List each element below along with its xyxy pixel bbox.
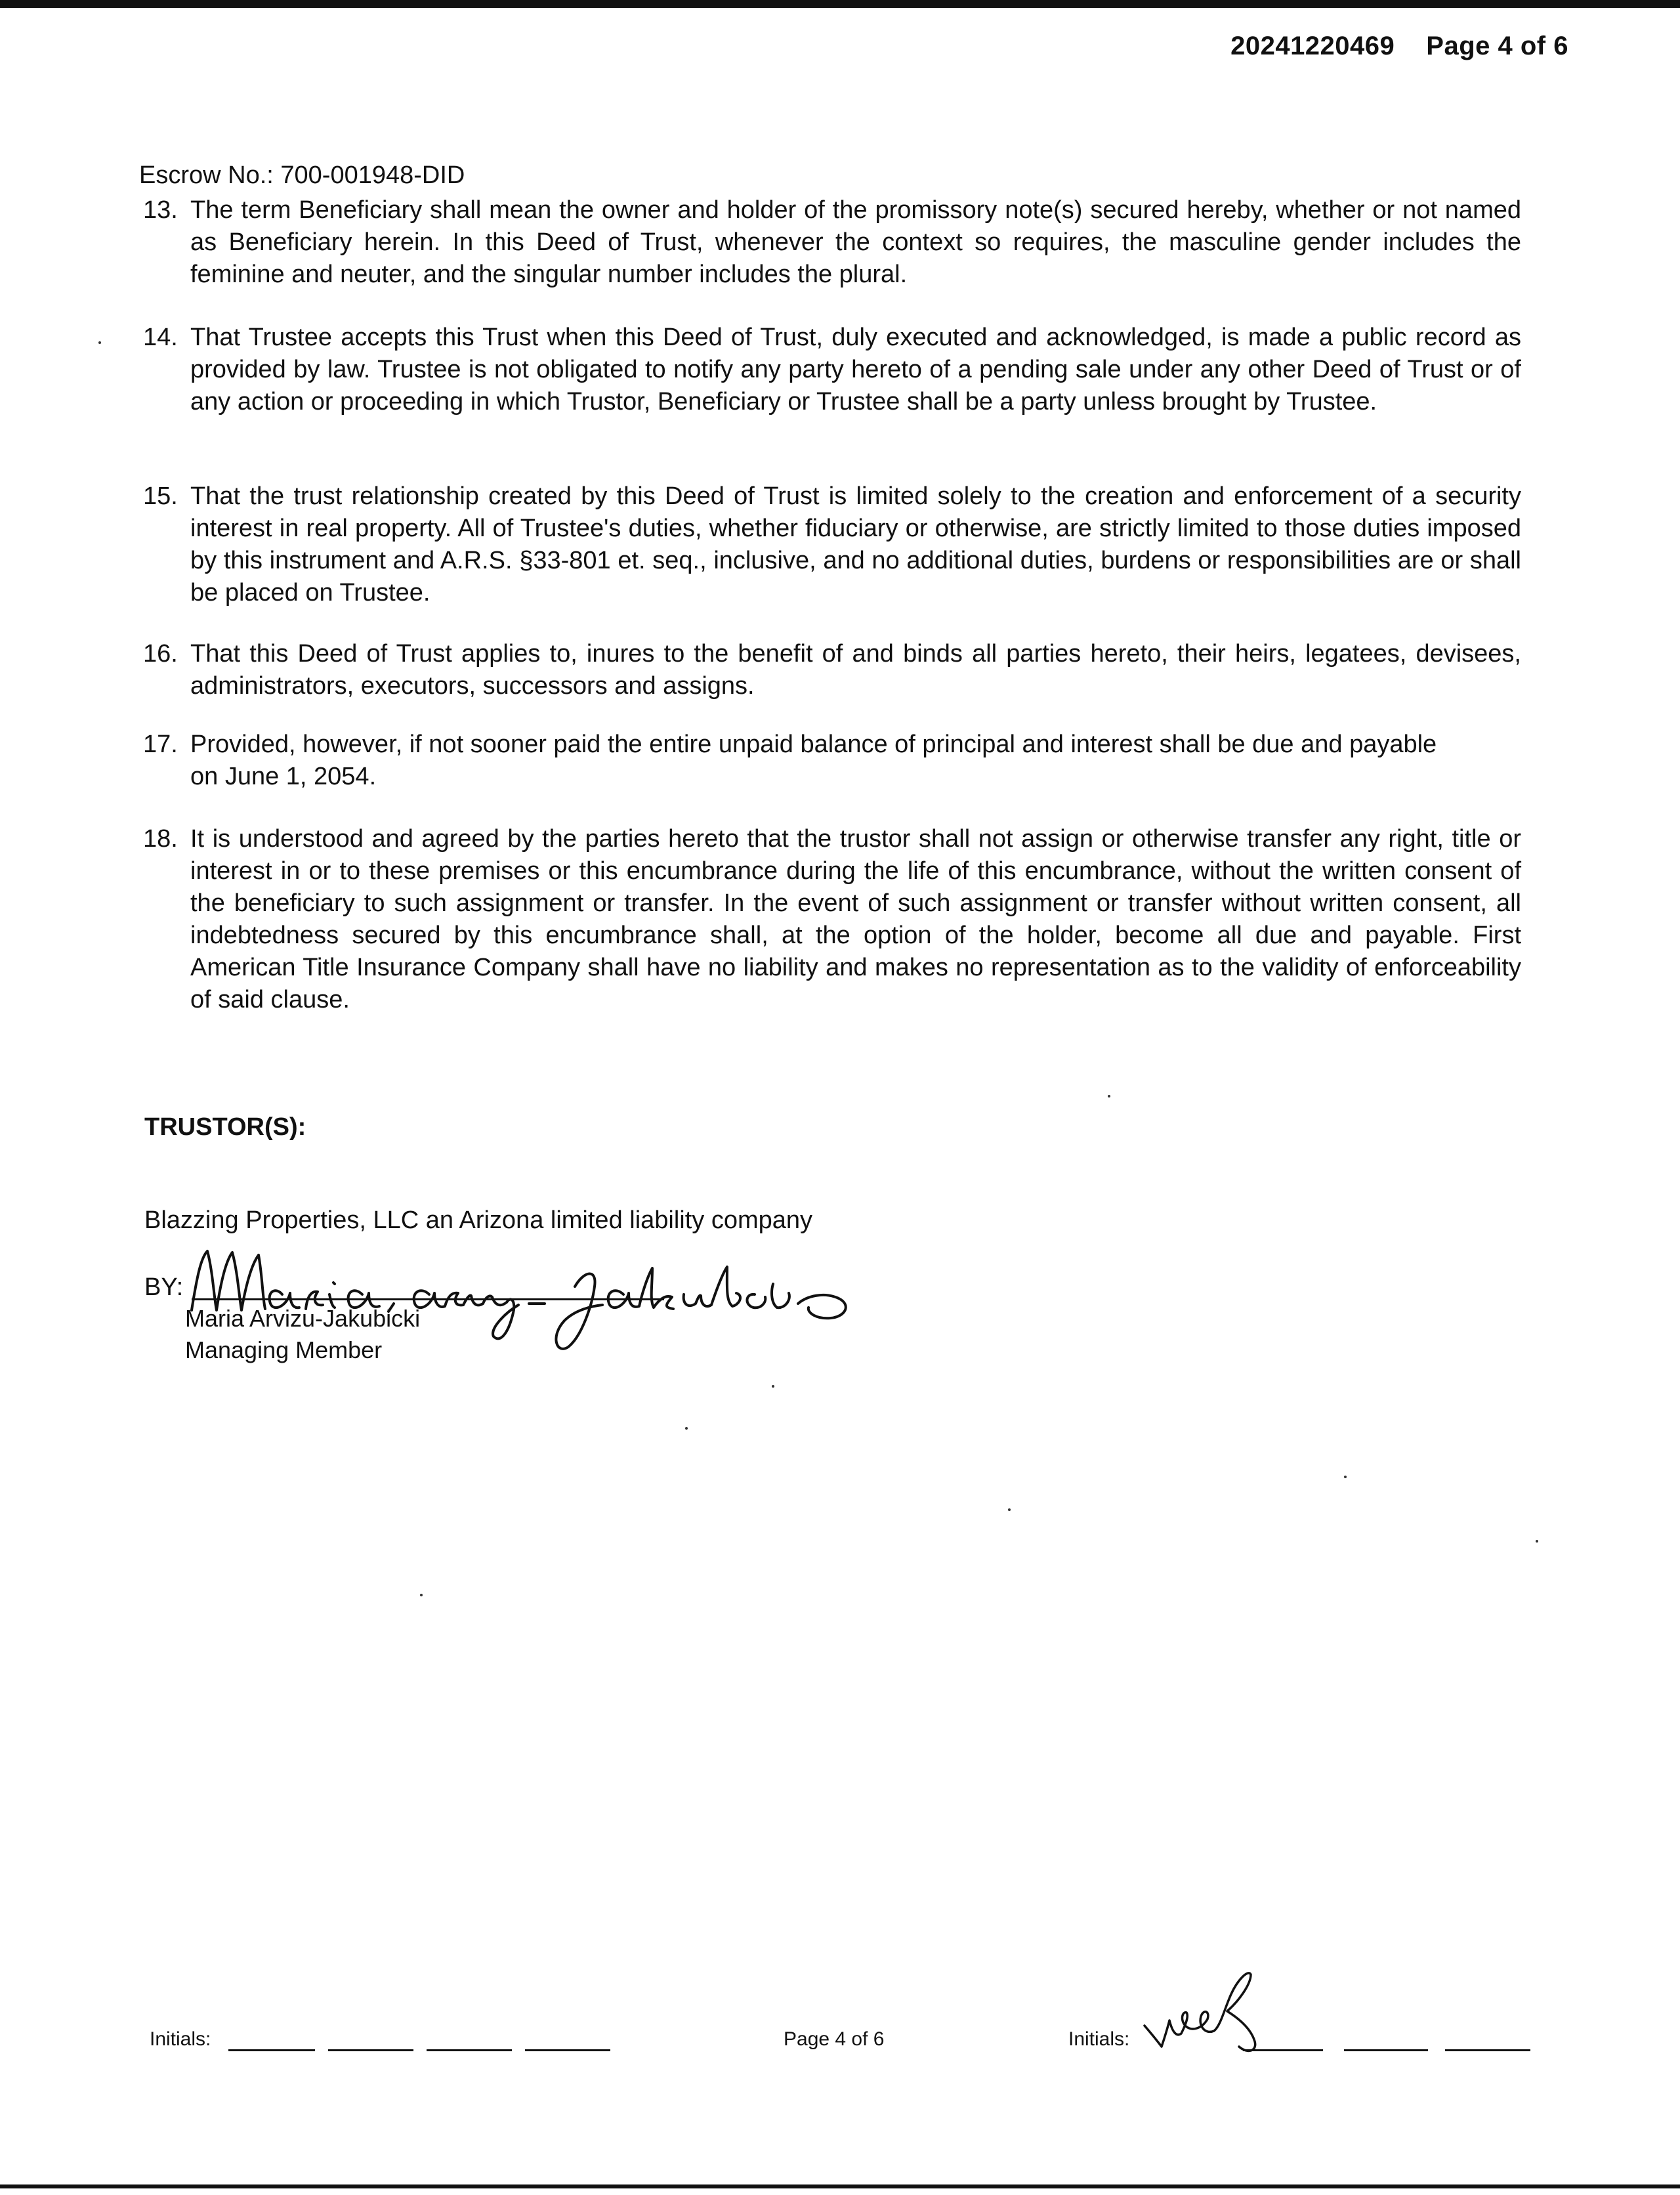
paragraph-14 [143,322,1521,418]
scan-speck [685,1427,688,1430]
paragraph-text: The term Beneficiary shall mean the owner and holder of the promissory note(s) secured hereby, whether or not named as Beneficiary herein. In this Deed of Trust, whenever the context so requires, the masculine gender includes the feminine and neuter, and the singular number includes the plural. [190,196,1521,288]
document-number: 20241220469 [1230,32,1395,60]
paragraph-text: That this Deed of Trust applies to, inures to the benefit of and binds all parties hereto, their heirs, legatees, devisees, administrators, executors, successors and assigns. [190,640,1521,700]
paragraph-18 [143,823,1521,1016]
top-scan-border [0,0,1680,8]
header-page-label: Page 4 of 6 [1426,32,1568,60]
trustor-company: Blazzing Properties, LLC an Arizona limited liability company [144,1206,813,1234]
initials-blank [427,2049,512,2051]
paragraph-text: That Trustee accepts this Trust when this Deed of Trust, duly executed and acknowledged, is made a public record as provided by law. Trustee is not obligated to notify any party hereto of a pending sale under any other Deed of Trust or of any action or proceeding in which Trustor, Beneficiary or Trustee shall be a party unless brought by Trustee. [190,324,1521,416]
trustor-heading: TRUSTOR(S): [144,1113,306,1141]
footer-page-number: Page 4 of 6 [784,2028,885,2050]
scan-speck [98,341,101,344]
paragraph-13 [143,194,1521,291]
scan-speck [1108,1095,1110,1098]
handwritten-initials [1139,1963,1270,2061]
paragraph-15 [143,480,1521,609]
signer-name: Maria Arvizu-Jakubicki [185,1305,421,1332]
scan-speck [1536,1540,1538,1543]
bottom-scan-border [0,2184,1680,2188]
scan-speck [772,1385,774,1388]
initials-blank [1445,2049,1530,2051]
page-header [1230,32,1568,61]
initials-label-left: Initials: [150,2028,211,2050]
paragraph-number: 18. [143,825,178,853]
paragraph-17 [143,729,1521,793]
scan-speck [420,1594,423,1596]
paragraph-text: Provided, however, if not sooner paid the entire unpaid balance of principal and interest shall be due and payable on June 1, 2054. [190,731,1437,790]
initials-label-right: Initials: [1068,2028,1130,2050]
initials-blank [328,2049,413,2051]
by-label: BY: [144,1273,184,1301]
paragraph-number: 16. [143,640,178,668]
initials-blank [1243,2049,1323,2051]
scan-speck [1344,1476,1347,1478]
paragraph-number: 15. [143,482,178,510]
paragraph-number: 13. [143,196,178,224]
initials-blank [525,2049,610,2051]
paragraph-16 [143,638,1521,702]
paragraph-number: 17. [143,731,178,758]
paragraph-number: 14. [143,324,178,351]
initials-blank [1344,2049,1428,2051]
paragraph-text: That the trust relationship created by this Deed of Trust is limited solely to the creation and enforcement of a security interest in real property. All of Trustee's duties, whether fiduciary or otherwise, are strictly limited to those duties imposed by this instrument and A.R.S. §33-801 et. seq., inclusive, and no additional duties, burdens or responsibilities are or shall be placed on Trustee. [190,482,1521,607]
signer-title: Managing Member [185,1336,383,1363]
paragraph-text: It is understood and agreed by the parties hereto that the trustor shall not assign or otherwise transfer any right, title or interest in or to these premises or this encumbrance during the life of this encumbrance, without the written consent of the beneficiary to such assignment or transfer. In the event of such assignment or transfer without written consent, all indebtedness secured by this encumbrance shall, at the option of the holder, become all due and payable. First American Title Insurance Company shall have no liability and makes no representation as to the validity of enforceability of said clause. [190,825,1521,1013]
escrow-number: Escrow No.: 700-001948-DID [139,161,465,189]
scan-speck [1008,1508,1011,1511]
initials-blank [228,2049,315,2051]
